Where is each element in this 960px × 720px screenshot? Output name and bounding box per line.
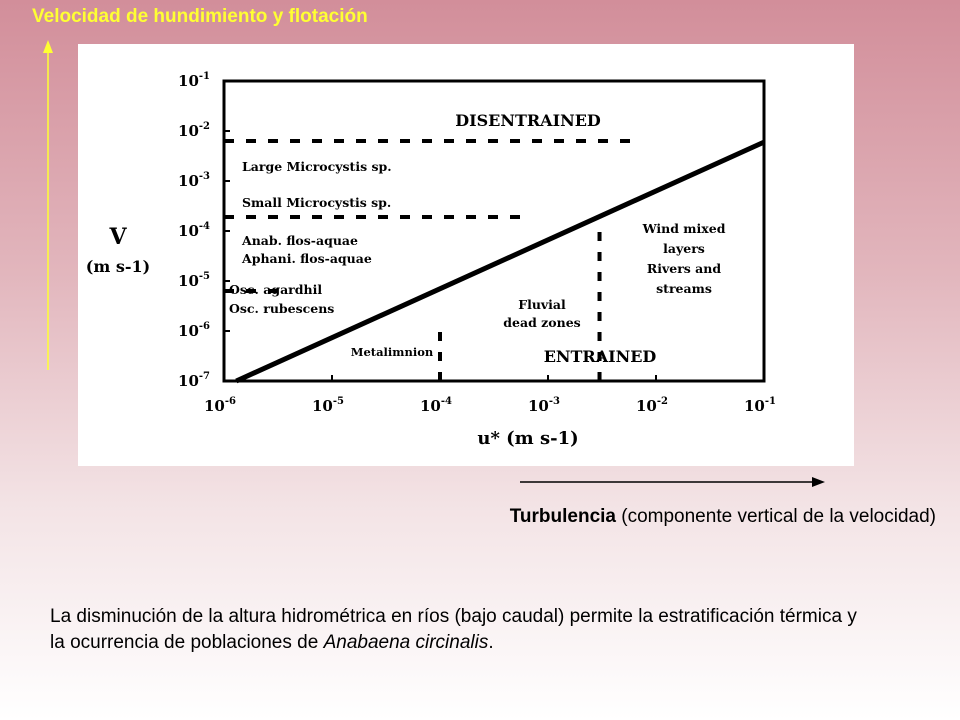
x-tick-label: $10^{-6}$ (204, 396, 236, 415)
caption-species: Anabaena circinalis (323, 632, 489, 653)
fluvial-label-line2: dead zones (503, 315, 581, 330)
wind-mixed-label-line1: Wind mixed (642, 221, 726, 236)
x-tick-label: $10^{-2}$ (636, 396, 668, 415)
y-axis-label-main: V (109, 224, 127, 250)
wind-mixed-label-line4: streams (656, 281, 712, 296)
caption (50, 604, 870, 656)
x-tick-label: $10^{-3}$ (528, 396, 560, 415)
group-label-large-microcystis: Large Microcystis sp. (242, 159, 392, 174)
group-label-osc-agardhii: Osc. agardhil (229, 282, 323, 297)
group-label-aphanizomenon: Aphani. flos-aquae (242, 251, 372, 266)
y-axis-label-unit: (m s-1) (85, 257, 151, 276)
horizontal-axis-arrow (520, 474, 825, 490)
x-tick-label: $10^{-1}$ (744, 396, 776, 415)
vertical-axis-arrow (40, 40, 56, 370)
y-tick-label: $10^{-2}$ (178, 121, 210, 140)
caption-end: . (488, 632, 494, 653)
sinking-velocity-chart (78, 44, 854, 466)
y-tick-label: $10^{-4}$ (178, 221, 210, 240)
group-label-anabaena: Anab. flos-aquae (242, 233, 358, 248)
turbulence-label-bold: Turbulencia (509, 506, 616, 527)
y-tick-label: $10^{-3}$ (178, 171, 210, 190)
chart-panel (78, 44, 854, 466)
slide-title: Velocidad de hundimiento y flotación (32, 6, 368, 27)
y-tick-label: $10^{-7}$ (178, 371, 210, 390)
y-tick-label: $10^{-1}$ (178, 71, 210, 90)
x-tick-label: $10^{-4}$ (420, 396, 452, 415)
wind-mixed-label-line3: Rivers and (646, 261, 722, 276)
x-axis-label: u* (m s-1) (477, 428, 579, 449)
caption-text: La disminución de la altura hidrométrica en ríos (bajo caudal) permite la estratificación térmica y la ocurrencia de poblaciones de (50, 606, 857, 653)
y-tick-label: $10^{-5}$ (178, 271, 210, 290)
disentrained-label: DISENTRAINED (455, 111, 601, 130)
y-tick-label: $10^{-6}$ (178, 321, 210, 340)
group-label-small-microcystis: Small Microcystis sp. (242, 195, 392, 210)
entrained-label: ENTRAINED (543, 347, 657, 366)
turbulence-label (510, 506, 936, 528)
wind-mixed-label-line2: layers (663, 241, 705, 256)
turbulence-label-rest: (componente vertical de la velocidad) (615, 506, 936, 527)
metalimnion-label: Metalimnion (350, 345, 434, 359)
x-tick-label: $10^{-5}$ (312, 396, 344, 415)
fluvial-label-line1: Fluvial (518, 297, 566, 312)
group-label-osc-rubescens: Osc. rubescens (229, 301, 335, 316)
